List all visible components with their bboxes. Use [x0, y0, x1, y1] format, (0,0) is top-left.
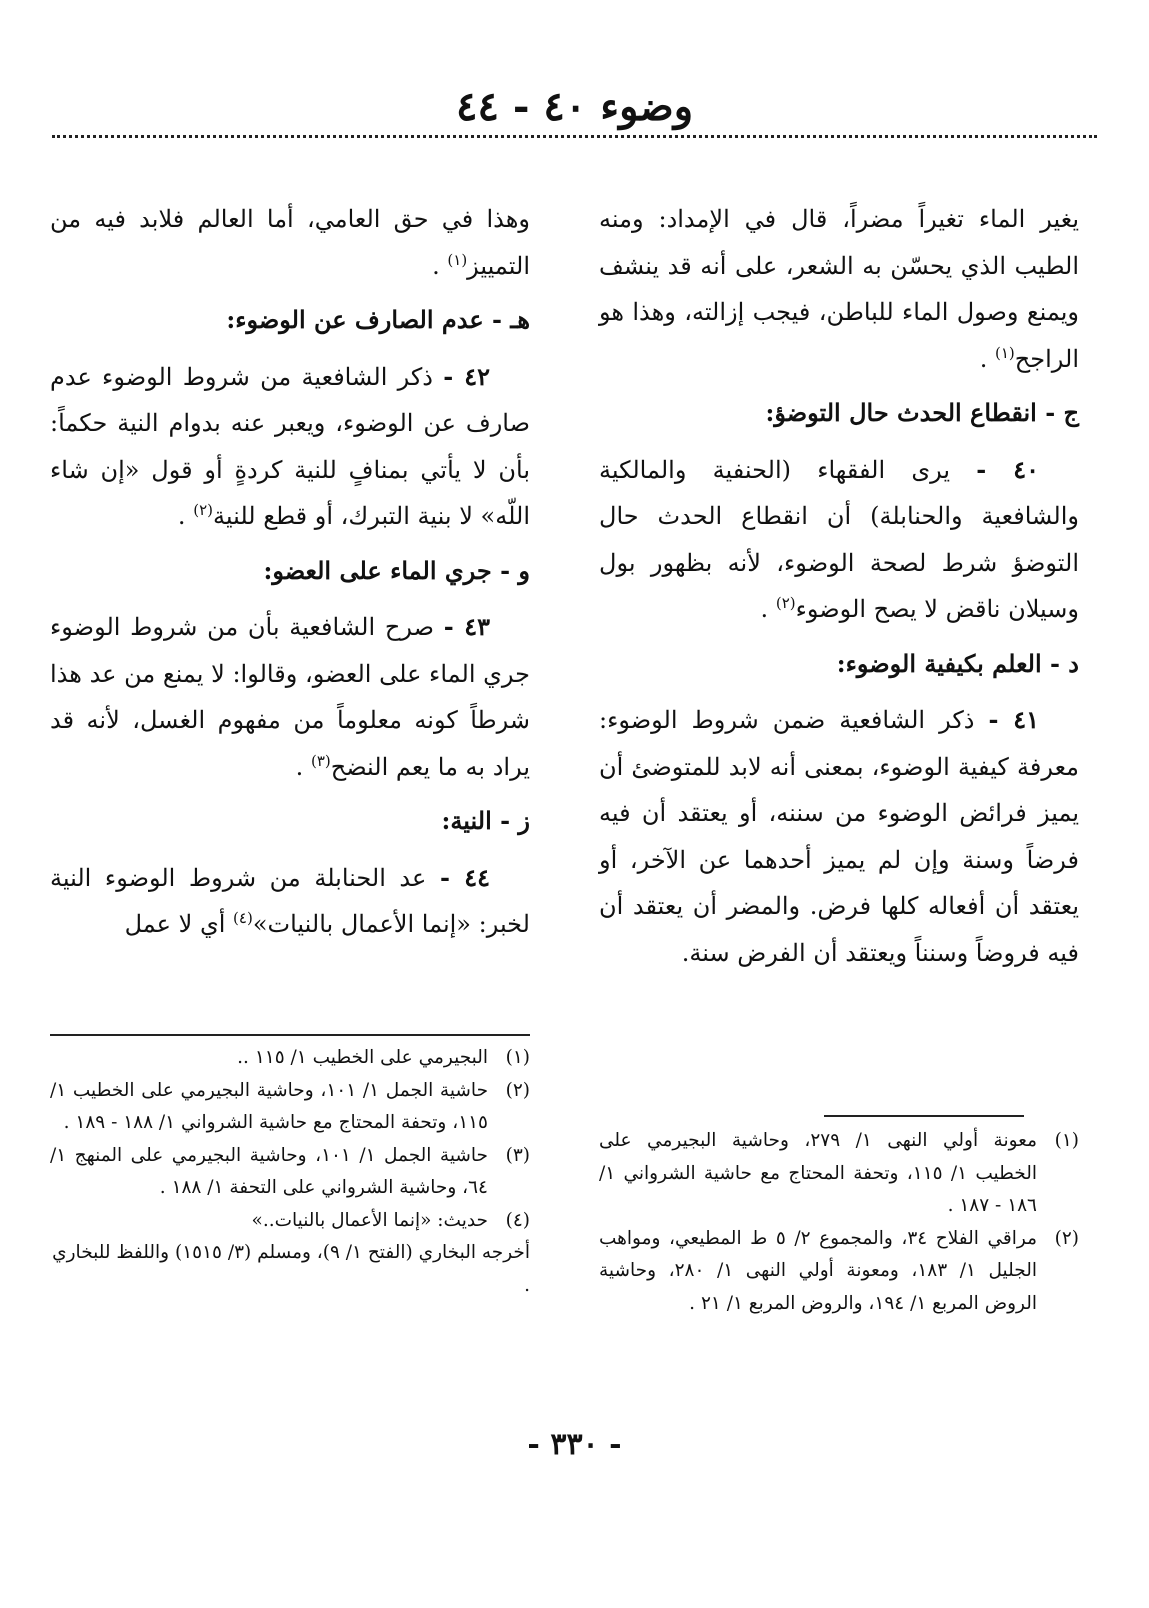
paragraph-text: يغير الماء تغيراً مضراً، قال في الإمداد: ومنه الطيب الذي يحسّن به الشعر، على أنه قد ينشف ويمنع وصول الماء للباطن، فيجب إزالته، وهذا هو الراجح [599, 205, 1079, 373]
paragraph-text: عد الحنابلة من شروط الوضوء النية لخبر: «إنما الأعمال بالنيات» [50, 863, 530, 938]
paragraph-number: ٤٢ - [443, 361, 490, 391]
page-number: - ٣٣٠ - [527, 1427, 622, 1462]
footnote [50, 1075, 530, 1140]
paragraph [50, 604, 530, 790]
section-heading: ز - النية: [441, 806, 530, 835]
footnote [599, 1223, 1079, 1321]
section-heading: ج - انقطاع الحدث حال التوضؤ: [765, 398, 1079, 427]
paragraph [50, 354, 530, 540]
footnote-rule [50, 1034, 530, 1036]
paragraph-text: ذكر الشافعية من شروط الوضوء عدم صارف عن الوضوء، ويعبر عنه بدوام النية حكماً: بأن لا يأتي بمنافٍ للنية كردةٍ أو قول «إن شاء اللّه» لا بنية التبرك، أو قطع للنية [50, 362, 530, 530]
footnote-text: البجيرمي على الخطيب ١/ ١١٥ .. [237, 1047, 488, 1068]
paragraph-number: ٤٠ - [976, 454, 1039, 484]
footnote-rule [824, 1115, 1024, 1117]
footnote-ref: (٤) [233, 909, 253, 927]
footnote-label: (٣) [505, 1144, 530, 1166]
footnote-ref: (١) [447, 250, 468, 269]
right-footnotes [599, 1125, 1079, 1320]
paragraph-number: ٤٣ - [443, 612, 490, 641]
paragraph-end: . [760, 595, 769, 623]
header-title: وضوء ٤٠ - ٤٤ [455, 83, 694, 130]
section-heading: و - جري الماء على العضو: [263, 555, 530, 585]
footnote [50, 1140, 530, 1205]
paragraph-text: ذكر الشافعية ضمن شروط الوضوء: معرفة كيفية الوضوء، بمعنى أنه لابد للمتوضئ أن يميز فرائض الوضوء من سننه، أو يعتقد أن فيه فرضاً وسنة وإن لم يميز أحدهما عن الآخر، أو يعتقد أن أفعاله كلها فرض. والمضر أن يعتقد أن فيه فروضاً وسنناً ويعتقد أن الفرض سنة. [599, 706, 1080, 967]
footnote [599, 1125, 1079, 1223]
left-footnotes [50, 1042, 530, 1302]
paragraph-number: ٤١ - [988, 705, 1040, 734]
paragraph-number: ٤٤ - [439, 862, 490, 892]
footnote-label: (٢) [505, 1079, 530, 1101]
paragraph [599, 196, 1079, 382]
right-column [599, 196, 1079, 984]
paragraph [50, 196, 530, 289]
left-column [50, 196, 530, 956]
footnote-text: حاشية الجمل ١/ ١٠١، وحاشية البجيرمي على المنهج ١/ ٦٤، وحاشية الشرواني على التحفة ١/ ١٨٨ . [50, 1144, 488, 1198]
footnote-label: (١) [505, 1047, 530, 1068]
footnote-text: حديث: «إنما الأعمال بالنيات..» [251, 1209, 488, 1231]
footnote-text: معونة أولي النهى ١/ ٢٧٩، وحاشية البجيرمي على الخطيب ١/ ١١٥، وتحفة المحتاج مع حاشية الشرواني ١/ ١٨٦ - ١٨٧ . [599, 1130, 1037, 1216]
header-dotted-rule [52, 135, 1097, 138]
footnote-ref: (٢) [193, 501, 213, 519]
footnote-label: (٢) [1054, 1227, 1079, 1249]
footnote-continuation: أخرجه البخاري (الفتح ١/ ٩)، ومسلم (٣/ ١٥١٥) واللفظ للبخاري . [52, 1242, 530, 1296]
paragraph-text: صرح الشافعية بأن من شروط الوضوء جري الماء على العضو، وقالوا: لا يمنع من عد هذا شرطاً كونه معلوماً من مفهوم الغسل، لأنه قد يراد به ما يعم النضح [50, 613, 530, 781]
paragraph [599, 697, 1079, 976]
paragraph [50, 855, 530, 948]
paragraph-text: يرى الفقهاء (الحنفية والمالكية والشافعية والحنابلة) أن انقطاع الحدث حال التوضؤ شرط لصحة الوضوء، لأنه بظهور بول وسيلان ناقض لا يصح الوضوء [599, 455, 1079, 623]
paragraph-end: . [979, 344, 988, 373]
footnote-ref: (٣) [310, 751, 331, 770]
footnote-label: (٤) [505, 1209, 530, 1231]
page-header [52, 78, 1097, 136]
section-heading: هـ - عدم الصارف عن الوضوء: [226, 305, 530, 334]
footnote [50, 1205, 530, 1238]
paragraph-end: أي لا عمل [124, 910, 226, 938]
paragraph-text: وهذا في حق العامي، أما العالم فلابد فيه من التمييز [50, 205, 530, 280]
footnote-text: حاشية الجمل ١/ ١٠١، وحاشية البجيرمي على الخطيب ١/ ١١٥، وتحفة المحتاج مع حاشية الشرواني ١/ ١٨٨ - ١٨٩ . [50, 1079, 489, 1133]
footnote-label: (١) [1054, 1130, 1079, 1151]
footnote-ref: (١) [995, 343, 1015, 362]
paragraph-end: . [295, 752, 304, 781]
footnote [50, 1042, 530, 1075]
paragraph [599, 447, 1079, 633]
section-heading: د - العلم بكيفية الوضوء: [836, 648, 1079, 678]
paragraph-end: . [432, 251, 440, 280]
paragraph-end: . [177, 502, 186, 530]
footnote-text: مراقي الفلاح ٣٤، والمجموع ٢/ ٥ ط المطيعي، ومواهب الجليل ١/ ١٨٣، ومعونة أولي النهى ١/ ٢٨٠، وحاشية الروض المربع ١/ ١٩٤، والروض المربع ١/ ٢١ . [599, 1227, 1037, 1314]
footnote-ref: (٢) [775, 594, 796, 612]
